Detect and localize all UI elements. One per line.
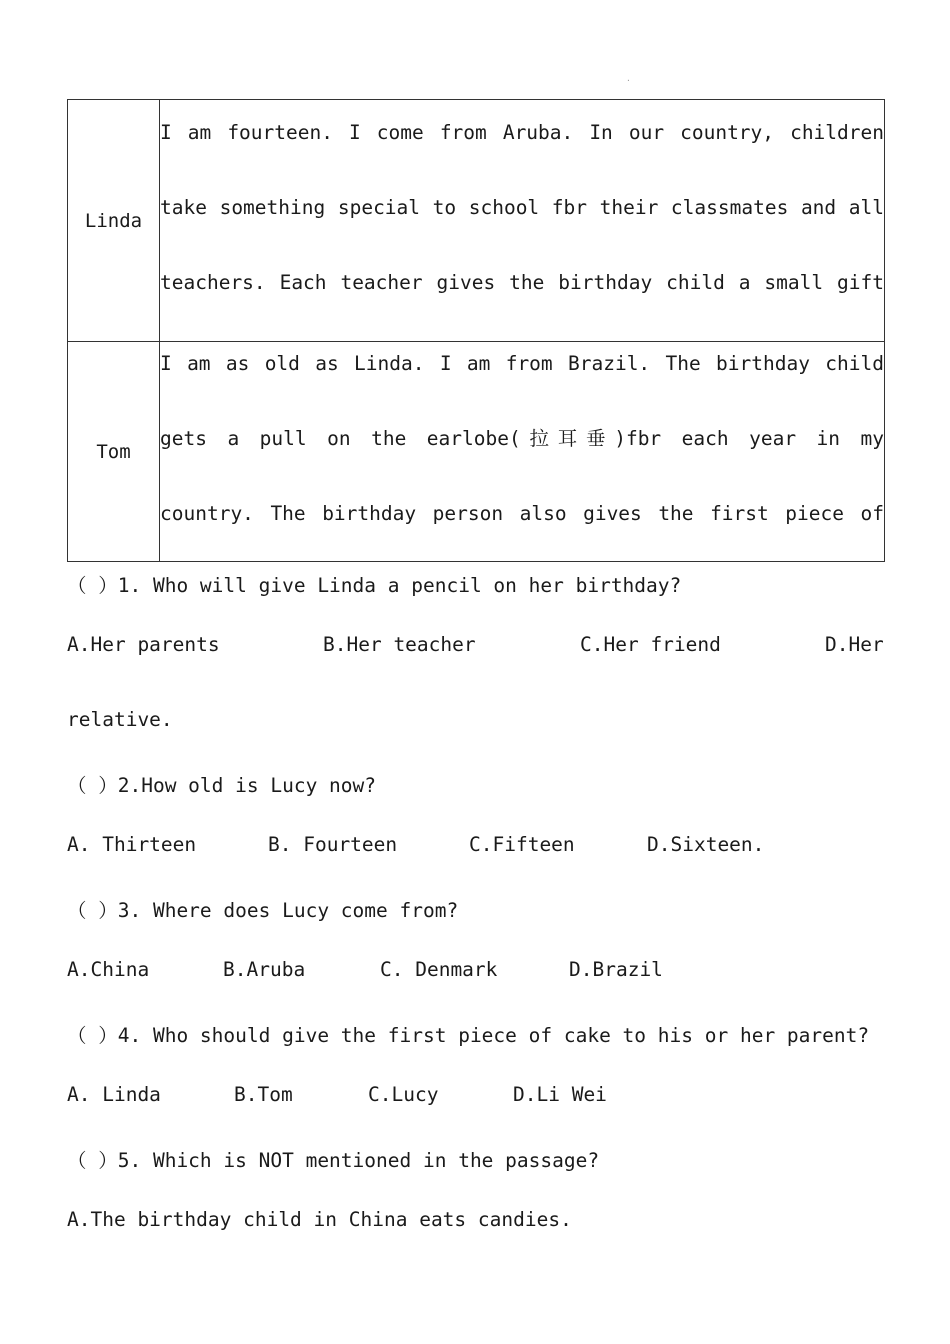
q4-option-b: B.Tom (234, 1083, 293, 1106)
q2-option-b: B. Fourteen (268, 833, 398, 856)
reading-table (67, 99, 885, 562)
q4-option-a: A. Linda (67, 1083, 161, 1106)
q3-option-d: D.Brazil (569, 958, 663, 981)
q4-option-d: D.Li Wei (513, 1083, 607, 1106)
person-text-tom (160, 342, 885, 562)
q1-option-a: A.Her parents (67, 633, 220, 656)
q2-option-a: A. Thirteen (67, 833, 197, 856)
q3-option-a: A.China (67, 958, 150, 981)
q1-option-b: B.Her teacher (323, 633, 476, 656)
person-name-tom: Tom (68, 342, 160, 562)
text-line: take something special to school fbr their classmates and all (160, 196, 884, 219)
q4-option-c: C.Lucy (368, 1083, 439, 1106)
header-dot: · (626, 76, 631, 85)
question-5: （ ）5. Which is NOT mentioned in the passage? (67, 1149, 600, 1172)
q1-option-d: D.Her (825, 633, 884, 656)
person-text-linda (160, 100, 885, 342)
q3-option-c: C. Denmark (380, 958, 498, 981)
text-line: I am fourteen. I come from Aruba. In our country, children (160, 121, 884, 144)
q1-option-c: C.Her friend (580, 633, 721, 656)
question-2: （ ）2.How old is Lucy now? (67, 774, 377, 797)
question-4: （ ）4. Who should give the first piece of cake to his or her parent? (67, 1024, 870, 1047)
text-line: teachers. Each teacher gives the birthday child a small gift (160, 271, 884, 294)
text-line: I am as old as Linda. I am from Brazil. The birthday child (160, 352, 884, 375)
table-row (68, 342, 885, 562)
q1-option-d-continued: relative. (67, 708, 173, 731)
q2-option-c: C.Fifteen (469, 833, 575, 856)
text-line: country. The birthday person also gives the first piece of (160, 502, 884, 525)
q5-option-a: A.The birthday child in China eats candies. (67, 1208, 572, 1231)
person-name-linda: Linda (68, 100, 160, 342)
text-line: gets a pull on the earlobe(拉耳垂)fbr each year in my (160, 427, 884, 450)
q2-option-d: D.Sixteen. (647, 833, 765, 856)
question-1: （ ）1. Who will give Linda a pencil on her birthday? (67, 574, 682, 597)
q3-option-b: B.Aruba (223, 958, 306, 981)
question-3: （ ）3. Where does Lucy come from? (67, 899, 459, 922)
table-row (68, 100, 885, 342)
